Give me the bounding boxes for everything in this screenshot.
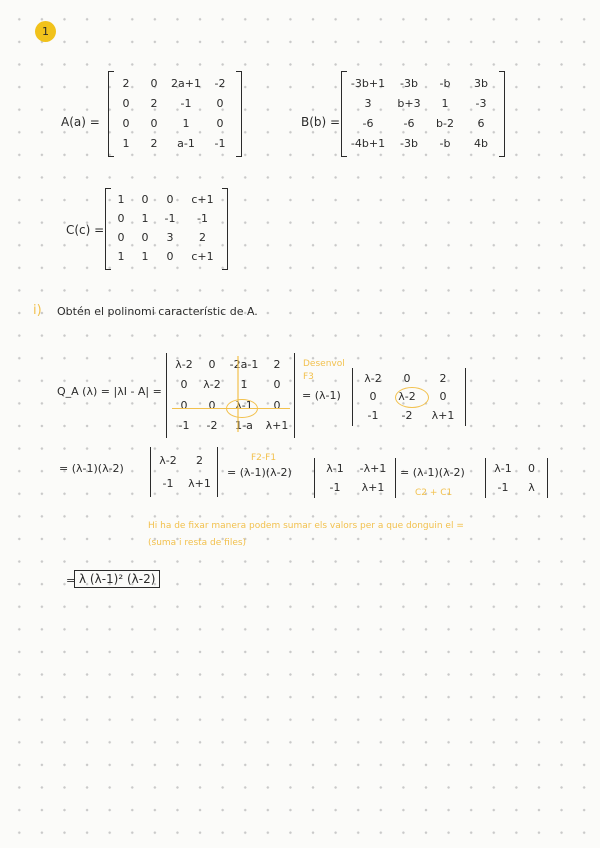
det1-cell: 0 (180, 398, 188, 412)
matrix-c-cell: 1 (141, 212, 149, 225)
det2-cell: λ-2 (398, 390, 416, 404)
matrix-b-cell: 3 (364, 96, 372, 110)
det4-cell: -1 (329, 481, 341, 494)
det2-cell: 0 (369, 390, 377, 404)
det3-cell: λ-2 (159, 454, 177, 467)
det1-cell: 0 (273, 398, 281, 412)
matrix-c-cell: 0 (117, 212, 125, 225)
determinant-2x2-c (488, 459, 545, 497)
det5-right-bar (547, 458, 548, 498)
det1-cell: -1 (178, 419, 190, 433)
part-statement: Obtén el polinomi característic de A. (57, 305, 258, 318)
matrix-a-cell: a-1 (177, 136, 195, 150)
det1-cell: 0 (208, 357, 216, 371)
matrix-c-cell: 0 (166, 250, 174, 263)
matrix-c-cell: 2 (199, 231, 206, 244)
matrix-b-cell: -3b (400, 76, 418, 90)
matrix-c-label: C(c) = (66, 223, 105, 237)
matrix-b-cell: -3 (475, 96, 487, 110)
step2-eq1: = (λ-1)(λ-2) (227, 466, 292, 479)
det2-cell: -1 (367, 408, 379, 422)
matrix-b-cell: 1 (441, 96, 449, 110)
matrix-b-cell: b+3 (397, 96, 421, 110)
matrix-c-cell: c+1 (191, 250, 214, 263)
matrix-b-cell: -3b (400, 136, 418, 150)
det4-left-bar (314, 458, 315, 498)
matrix-b-label: B(b) = (301, 115, 341, 129)
det1-cell: -2a-1 (229, 357, 259, 371)
det1-cell: λ-2 (203, 378, 221, 392)
matrix-c-cell: 1 (117, 193, 125, 206)
remark-line-2: (suma i resta de files) (148, 538, 247, 548)
matrix-a-cell: 2 (150, 96, 158, 110)
matrix-c-cell: 0 (141, 231, 149, 244)
matrix-c-cell: 3 (166, 231, 174, 244)
det2-cell: λ+1 (431, 408, 455, 422)
det1-cell: 1 (240, 378, 248, 392)
matrix-a-cell: 1 (122, 136, 130, 150)
det4-right-bar (395, 458, 396, 498)
matrix-b-cell: -6 (403, 116, 415, 130)
matrix-a-cell: 2 (122, 76, 130, 90)
column-operation-note: C2 + C1 (415, 488, 453, 498)
matrix-b-cell: b-2 (436, 116, 454, 130)
matrix-a-cell: -2 (214, 76, 226, 90)
det3-right-bar (217, 447, 218, 497)
matrix-b-cell: -b (439, 76, 451, 90)
matrix-b-cell: -4b+1 (350, 136, 386, 150)
matrix-b-cell: 4b (474, 136, 488, 150)
step2-eq2: = (λ-1)(λ-2) (400, 466, 465, 479)
matrix-c-cell: -1 (164, 212, 176, 225)
det3-left-bar (150, 447, 151, 497)
det5-cell: λ-1 (494, 462, 512, 475)
step1-factor: = (λ-1) (302, 389, 341, 402)
det2-cell: -2 (401, 408, 413, 422)
matrix-a-cell: 0 (122, 96, 130, 110)
matrix-a-cell: 0 (216, 96, 224, 110)
det2-cell: 2 (439, 371, 447, 385)
det4-cell: λ-1 (326, 462, 344, 475)
matrix-a-cell: 1 (182, 116, 190, 130)
remark-line-1: Hi ha de fixar manera podem sumar els valors per a que donguin el = (148, 521, 464, 531)
characteristic-polynomial: λ (λ-1)² (λ-2) (79, 572, 156, 586)
det1-cell: 1-a (235, 419, 253, 433)
matrix-a-cell: -1 (214, 136, 226, 150)
det1-cell: λ-1 (235, 398, 253, 412)
det2-cell: 0 (439, 390, 447, 404)
exercise-number-badge: 1 (35, 21, 56, 42)
determinant-2x2-a (152, 449, 215, 495)
matrix-a-cell: 2a+1 (171, 76, 201, 90)
matrix-c-cell: 0 (166, 193, 174, 206)
matrix-b-cell: -6 (362, 116, 374, 130)
det1-cell: λ-2 (175, 357, 193, 371)
matrix-a-cell: 2 (150, 136, 158, 150)
det2-pivot-circle (395, 387, 429, 408)
step2-factor: = (λ-1)(λ-2) (59, 462, 124, 475)
det2-cell: 0 (403, 371, 411, 385)
det1-cell: 0 (208, 398, 216, 412)
det4-cell: λ+1 (361, 481, 385, 494)
det5-cell: 0 (528, 462, 535, 475)
char-poly-definition: Q_A (λ) = |λI - A| = (57, 385, 162, 398)
part-number: i) (33, 303, 42, 318)
matrix-a-cell: 0 (216, 116, 224, 130)
result-box (74, 570, 160, 588)
determinant-2x2-b (317, 459, 393, 497)
matrix-b-cell: -b (439, 136, 451, 150)
det3-cell: λ+1 (188, 477, 211, 490)
det3-cell: -1 (162, 477, 174, 490)
expand-row-note: Desenvol F3 (303, 359, 345, 382)
matrix-b-cell: 3b (474, 76, 488, 90)
det1-cell: 0 (180, 378, 188, 392)
det1-cell: 0 (273, 378, 281, 392)
det4-cell: -λ+1 (359, 462, 387, 475)
det3-cell: 2 (196, 454, 203, 467)
matrix-a-cell: 0 (150, 76, 158, 90)
matrix-a-cell: 0 (122, 116, 130, 130)
det1-cell: 2 (273, 357, 281, 371)
matrix-a-cell: 0 (150, 116, 158, 130)
det5-left-bar (485, 458, 486, 498)
det1-cell: -2 (206, 419, 218, 433)
matrix-c-cell: 1 (141, 250, 149, 263)
matrix-a-cell: -1 (180, 96, 192, 110)
matrix-a-label: A(a) = (61, 115, 100, 129)
matrix-c-cell: c+1 (191, 193, 214, 206)
matrix-c-cell: 0 (141, 193, 149, 206)
matrix-c-cell: 0 (117, 231, 125, 244)
matrix-b-cell: 6 (477, 116, 485, 130)
matrix-b-cell: -3b+1 (350, 76, 386, 90)
det5-cell: λ (528, 481, 535, 494)
matrix-c-cell: 1 (117, 250, 125, 263)
det2-cell: λ-2 (364, 371, 382, 385)
matrix-c-cell: -1 (197, 212, 208, 225)
det5-cell: -1 (497, 481, 509, 494)
det1-cell: λ+1 (265, 419, 289, 433)
row-operation-note: F2-F1 (251, 453, 277, 463)
result-equals: = (66, 574, 76, 587)
